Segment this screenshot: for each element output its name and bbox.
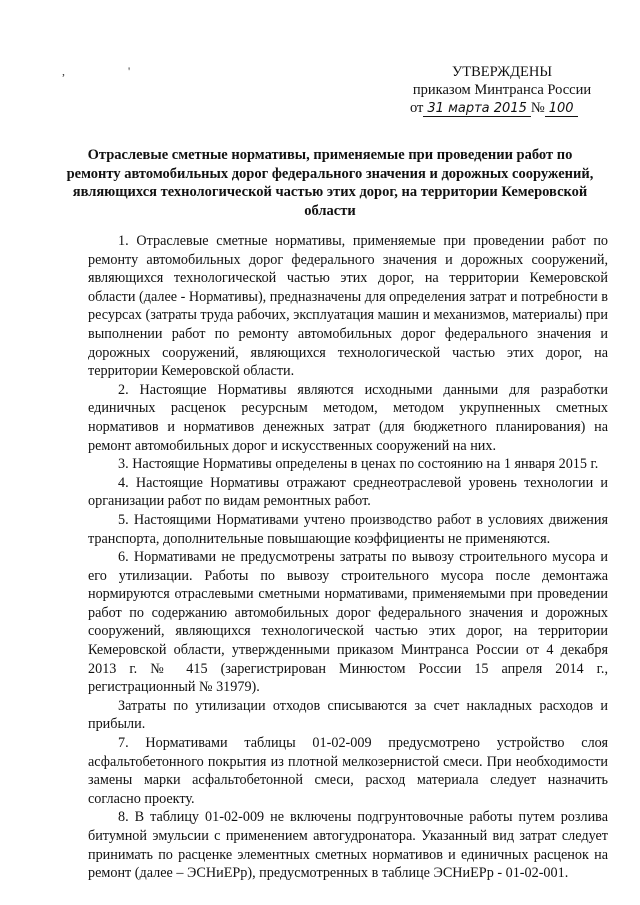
document-body	[88, 232, 608, 883]
paragraph-6-note: Затраты по утилизации отходов списываются за счет накладных расходов и прибыли.	[88, 697, 608, 733]
paragraph-5: 5. Настоящими Нормативами учтено производство работ в условиях движения транспорта, дополнительные повышающие коэффициенты не применяются.	[88, 511, 608, 547]
approval-number-label: №	[530, 100, 545, 116]
approval-date-number	[410, 99, 612, 118]
paragraph-4: 4. Настоящие Нормативы отражают среднеотраслевой уровень технологии и организации работ по видам ремонтных работ.	[88, 474, 608, 510]
paragraph-7: 7. Нормативами таблицы 01-02-009 предусмотрено устройство слоя асфальтобетонного покрытия из плотной мелкозернистой смеси. При необходимости замены марки асфальтобетонной смеси, расход материала следует назначить согласно проекту.	[88, 735, 608, 807]
paragraph-3: 3. Настоящие Нормативы определены в ценах по состоянию на 1 января 2015 г.	[118, 456, 599, 473]
approval-from-label: от	[410, 100, 424, 116]
paragraph-6: 6. Нормативами не предусмотрены затраты по вывозу строительного мусора и его утилизации. Работы по вывозу строительного мусора после демонтажа нормируются отраслевыми сметными нормативами, применяемыми при проведении работ по содержанию автомобильных дорог федерального значения и дорожных сооружений, являющихся технологической частью этих дорог, на территории Кемеровской области, утвержденными приказом Минтранса России от 4 декабря 2013 г. № 415 (зарегистрирован Минюстом России 15 апреля 2014 г., регистрационный № 31979).	[88, 549, 608, 696]
paragraph-8: 8. В таблицу 01-02-009 не включены подгрунтовочные работы путем розлива битумной эмульсии с применением автогудронатора. Указанный вид затрат следует принимать по расценке элементных сметных нормативов и единичных расценок на ремонт (далее – ЭСНиЕРр), предусмотренных в таблице ЭСНиЕРр - 01-02-001.	[88, 809, 608, 882]
stamp-marks: , '	[62, 64, 161, 78]
paragraph-2: 2. Настоящие Нормативы являются исходными данными для разработки единичных расценок ресурсным методом, методом укрупненных сметных нормативов и нормативов денежных затрат (для бюджетного планирования) на ремонт автомобильных дорог и искусственных сооружений на них.	[88, 381, 608, 454]
approval-title: УТВЕРЖДЕНЫ	[451, 64, 553, 80]
document-title: Отраслевые сметные нормативы, применяемые при проведении работ по ремонту автомобильных дорог федерального значения и дорожных сооружений, являющихся технологической частью этих дорог, на территории Кемеровской области	[66, 147, 594, 219]
approval-date: 31 марта 2015	[423, 101, 530, 117]
paragraph-1: 1. Отраслевые сметные нормативы, применяемые при проведении работ по ремонту автомобильных дорог федерального значения и дорожных сооружений, являющихся технологической частью этих дорог, на территории Кемеровской области (далее - Нормативы), предназначены для определения затрат и потребности в ресурсах (затраты труда рабочих, эксплуатация машин и механизмов, материалы) при выполнении работ по ремонту автомобильных дорог федерального значения и дорожных сооружений, являющихся технологической частью этих дорог, на территории Кемеровской области.	[88, 233, 608, 380]
approval-order: приказом Минтранса России	[412, 82, 592, 98]
approval-number: 100	[545, 101, 578, 117]
approval-block	[392, 63, 612, 118]
